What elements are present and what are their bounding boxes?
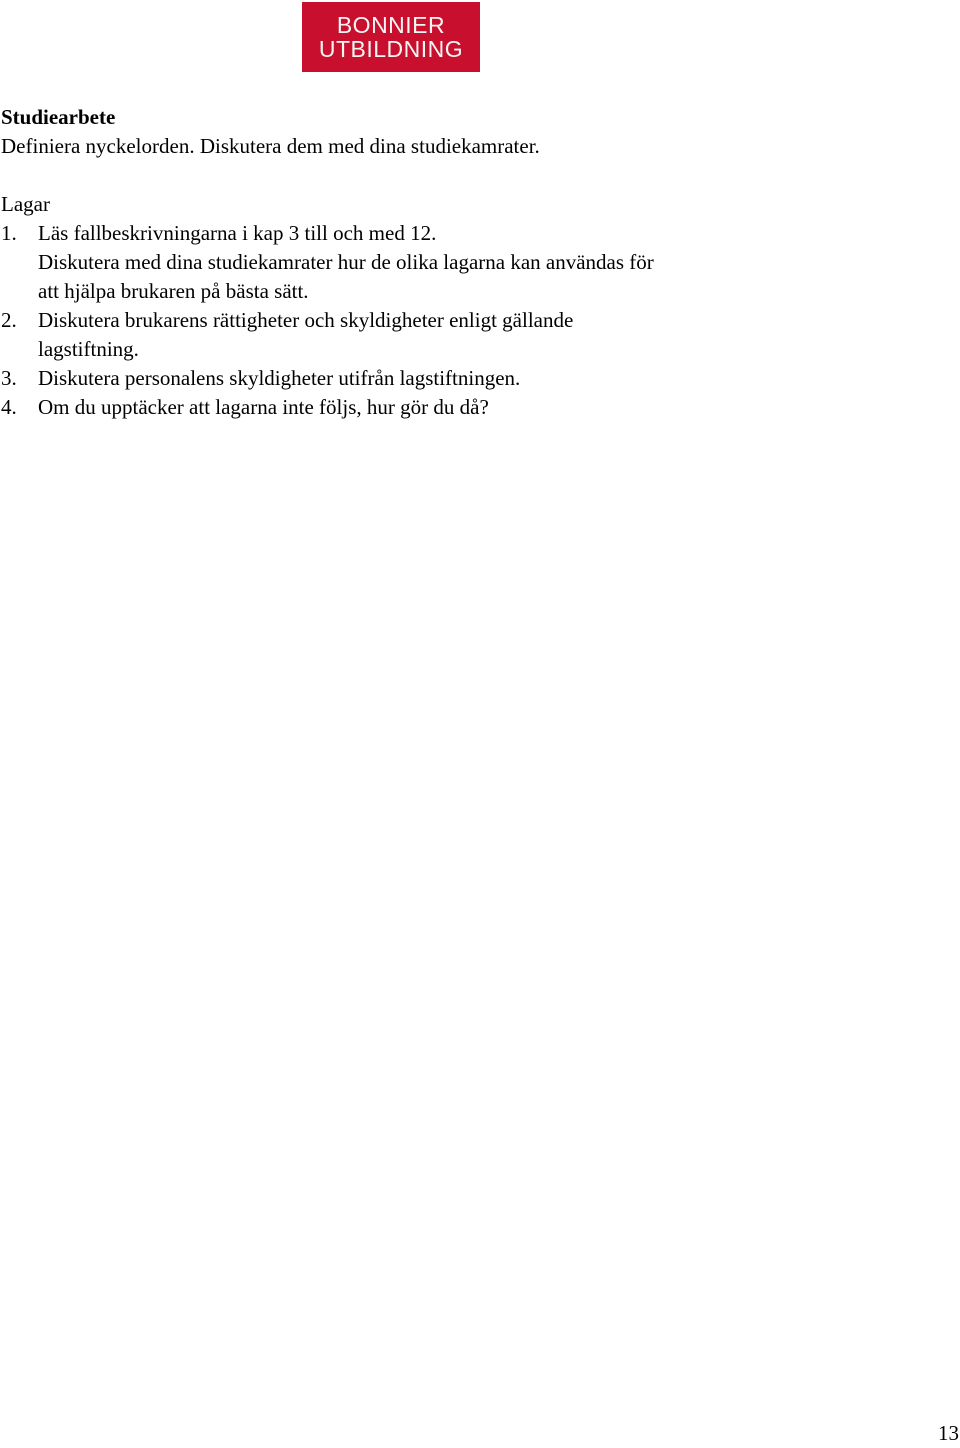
logo-line-2: UTBILDNING: [318, 36, 464, 62]
bonnier-utbildning-logo: [302, 2, 480, 72]
item-line: Diskutera personalens skyldigheter utifrån lagstiftningen.: [38, 366, 521, 390]
item-text: [38, 219, 951, 306]
item-line: att hjälpa brukaren på bästa sätt.: [38, 279, 309, 303]
item-number: 2.: [1, 308, 17, 332]
item-line: Om du upptäcker att lagarna inte följs, hur gör du då?: [38, 395, 489, 419]
list-item-1: [1, 219, 951, 306]
logo-line-1: BONNIER: [336, 12, 446, 38]
page-number: 13: [938, 1421, 959, 1445]
list-item-2: [1, 306, 951, 364]
intro-text: Definiera nyckelorden. Diskutera dem med dina studiekamrater.: [1, 134, 540, 158]
item-text: [38, 393, 951, 422]
item-number: 4.: [1, 395, 17, 419]
page-heading: Studiearbete: [1, 105, 116, 129]
document-body: [1, 103, 951, 422]
list-item-3: [1, 364, 951, 393]
item-line: Diskutera brukarens rättigheter och skyldigheter enligt gällande: [38, 308, 574, 332]
item-line: lagstiftning.: [38, 337, 139, 361]
item-number: 1.: [1, 221, 17, 245]
item-text: [38, 364, 951, 393]
section-title: Lagar: [1, 192, 50, 216]
item-number: 3.: [1, 366, 17, 390]
item-text: [38, 306, 951, 364]
item-line: Diskutera med dina studiekamrater hur de olika lagarna kan användas för: [38, 250, 654, 274]
item-line: Läs fallbeskrivningarna i kap 3 till och med 12.: [38, 221, 437, 245]
list-item-4: [1, 393, 951, 422]
spacer: [1, 161, 951, 190]
